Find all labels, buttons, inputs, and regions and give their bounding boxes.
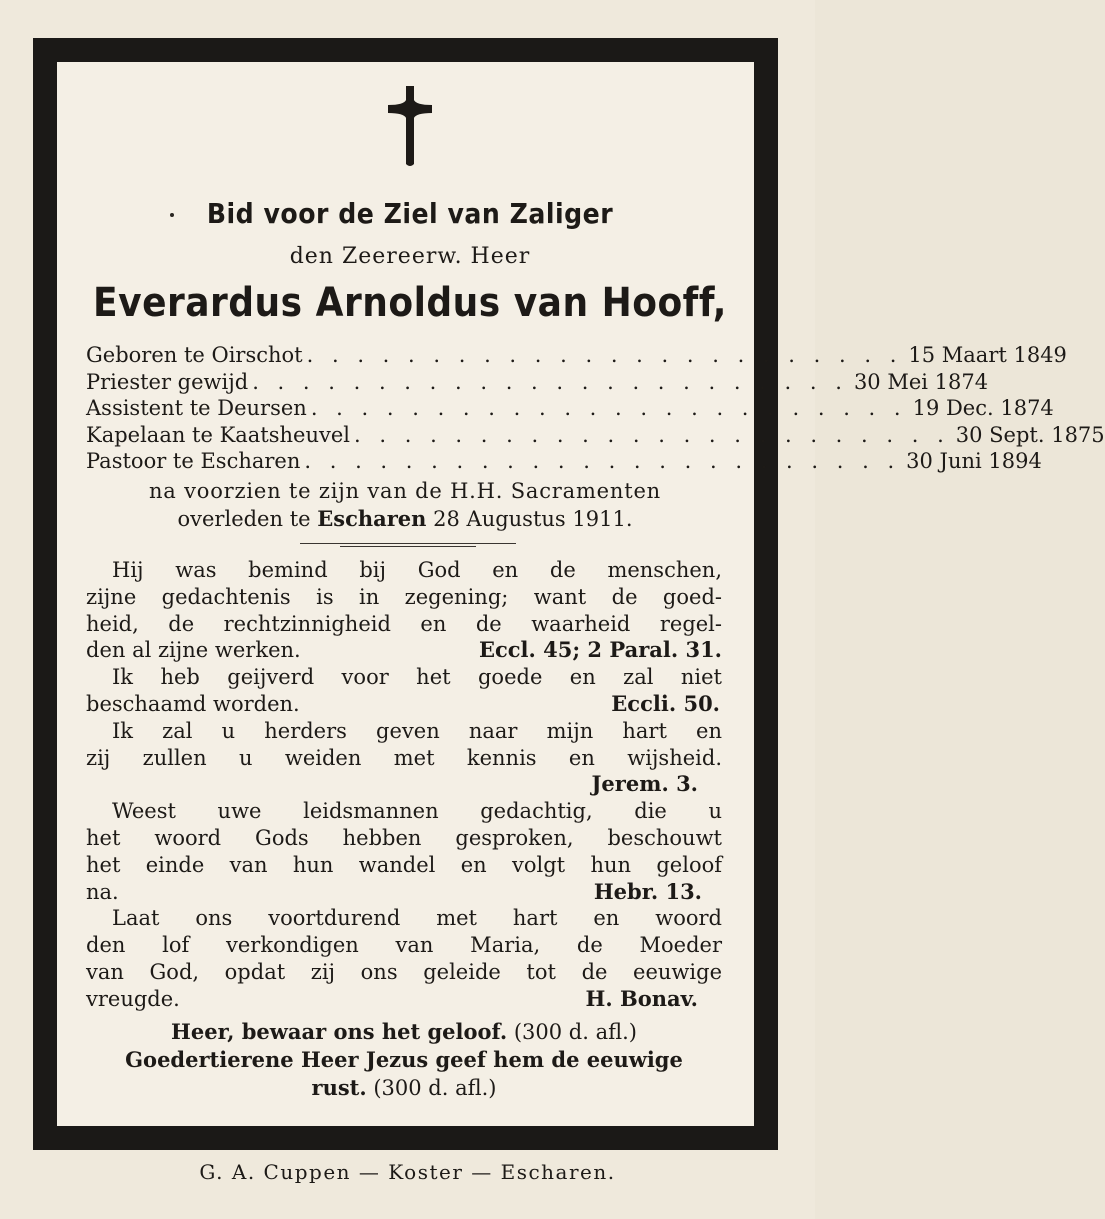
mourning-border-left [33, 38, 57, 1150]
mourning-border-bottom [33, 1126, 778, 1150]
death-line: overleden te Escharen 28 Augustus 1911. [177, 506, 633, 531]
career-list [86, 342, 1105, 475]
title-line: den Zeereerw. Heer [289, 244, 531, 269]
verse-reference: Eccl. 45; 2 Paral. 31. [478, 637, 722, 663]
deceased-name: Everardus Arnoldus van Hooff, [93, 280, 727, 326]
cross-icon [386, 86, 434, 168]
indulgence-prayers: Heer, bewaar ons het geloof. (300 d. afl.) Goedertierene Heer Jezus geef hem de eeuwige rust. (300 d. afl.) [125, 1019, 683, 1100]
verse-reference: Jerem. 3. [591, 771, 698, 797]
prayer-line: Heer, bewaar ons het geloof. [171, 1019, 508, 1044]
verse-reference: H. Bonav. [585, 985, 698, 1011]
divider [300, 543, 516, 544]
invocation-heading: Bid voor de Ziel van Zaliger [206, 197, 614, 230]
career-row: Assistent te Deursen . . . . . . . . . . . . . . . . . . . . . . . . 19 Dec. 1874 [86, 396, 1054, 420]
prayer-line: Goedertierene Heer Jezus geef hem de eeuwige [125, 1047, 683, 1072]
death-place: Escharen [317, 506, 427, 531]
verse-reference: Eccli. 50. [611, 690, 720, 716]
prayer-line: rust. [311, 1075, 367, 1100]
verse-reference: Hebr. 13. [593, 878, 702, 904]
divider [340, 546, 476, 547]
scripture-verses: Hij was bemind bij God en de menschen, zijne gedachtenis is in zegening; want de goed- heid, de rechtzinnigheid en de waarheid regel- den al zijne werken. Eccl. 45; 2 Paral. 31. Ik heb geijverd voor het goede en zal niet beschaamd worden. Eccli. 50. Ik zal u herders geven naar mijn hart en zij zullen u weiden met kennis en wijsheid. Jerem. 3. Weest uwe leidsmannen gedachtig, die u het woord Gods hebben gesproken, beschouwt het einde van hun wandel en volgt hun geloof na. Hebr. 13. Laat ons voortdurend met hart en woord den lof verkondigen van Maria, de Moeder van God, opdat zij ons geleide tot de eeuwige vreugde. H. Bonav. [86, 558, 722, 1011]
printer-credit: G. A. Cuppen — Koster — Escharen. [199, 1160, 616, 1184]
career-row: Geboren te Oirschot . . . . . . . . . . . . . . . . . . . . . . . . 15 Maart 1849 [86, 343, 1067, 367]
mourning-border-top [33, 38, 778, 62]
career-row: Kapelaan te Kaatsheuvel . . . . . . . . . . . . . . . . . . . . . . . . 30 Sept. 1875 [86, 422, 1105, 447]
career-row: Pastoor te Escharen . . . . . . . . . . . . . . . . . . . . . . . . 30 Juni 1894 [86, 449, 1042, 473]
career-row: Priester gewijd . . . . . . . . . . . . . . . . . . . . . . . . 30 Mei 1874 [86, 369, 989, 394]
sacraments-line: na voorzien te zijn van de H.H. Sacramenten [148, 479, 662, 503]
